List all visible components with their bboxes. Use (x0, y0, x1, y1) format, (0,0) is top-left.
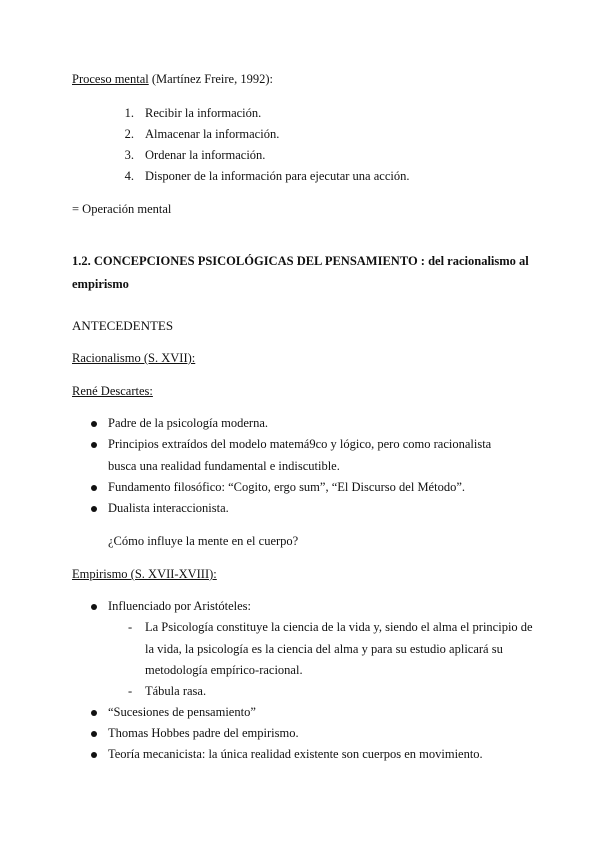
racionalismo-heading: Racionalismo (S. XVII): (72, 351, 196, 365)
step-text: Disponer de la información para ejecutar una acción. (145, 169, 410, 183)
racionalismo-question: ¿Cómo influye la mente en el cuerpo? (108, 534, 299, 548)
list-item: Teoría mecanicista: la única realidad existente son cuerpos en movimiento. (108, 747, 483, 761)
dash-marker: - (128, 684, 133, 698)
step-text: Almacenar la información. (145, 127, 280, 141)
step-text: Recibir la información. (145, 106, 262, 120)
list-item: Influenciado por Aristóteles: (108, 599, 252, 613)
list-item: Principios extraídos del modelo matemá9co y lógico, pero como racionalista (108, 437, 492, 451)
antecedentes-heading: ANTECEDENTES (72, 318, 174, 333)
list-item-continuation: busca una realidad fundamental e indiscutible. (108, 459, 340, 473)
bullet-icon (91, 604, 97, 610)
bullet-icon (91, 731, 97, 737)
section-title-line2: empirismo (72, 277, 129, 291)
bullet-icon (91, 710, 97, 716)
list-item: Fundamento filosófico: “Cogito, ergo sum”, “El Discurso del Método”. (108, 480, 466, 494)
sub-item-continuation: la vida, la psicología es la ciencia del alma y para su estudio aplicará su (145, 642, 503, 656)
bullet-icon (91, 421, 97, 427)
process-heading: Proceso mental (72, 72, 149, 86)
list-item: Padre de la psicología moderna. (108, 416, 269, 430)
process-result: = Operación mental (72, 202, 172, 216)
step-number: 4. (124, 169, 134, 183)
step-number: 2. (124, 127, 134, 141)
descartes-heading: René Descartes: (72, 384, 153, 398)
list-item: “Sucesiones de pensamiento” (108, 705, 256, 719)
step-number: 3. (124, 148, 134, 162)
list-item: Dualista interaccionista. (108, 501, 229, 515)
empirismo-heading: Empirismo (S. XVII-XVIII): (72, 567, 217, 581)
sub-item: Tábula rasa. (145, 684, 207, 698)
list-item: Thomas Hobbes padre del empirismo. (108, 726, 299, 740)
bullet-icon (91, 506, 97, 512)
step-text: Ordenar la información. (145, 148, 266, 162)
dash-marker: - (128, 620, 133, 634)
bullet-icon (91, 752, 97, 758)
sub-item: La Psicología constituye la ciencia de la vida y, siendo el alma el principio de (145, 620, 533, 634)
sub-item-continuation: metodología empírico-racional. (145, 663, 303, 677)
process-citation: (Martínez Freire, 1992): (148, 72, 273, 86)
section-title-line1: 1.2. CONCEPCIONES PSICOLÓGICAS DEL PENSAMIENTO : del racionalismo al (72, 254, 529, 268)
bullet-icon (91, 485, 97, 491)
step-number: 1. (124, 106, 134, 120)
bullet-icon (91, 442, 97, 448)
process-heading-line (72, 72, 273, 87)
